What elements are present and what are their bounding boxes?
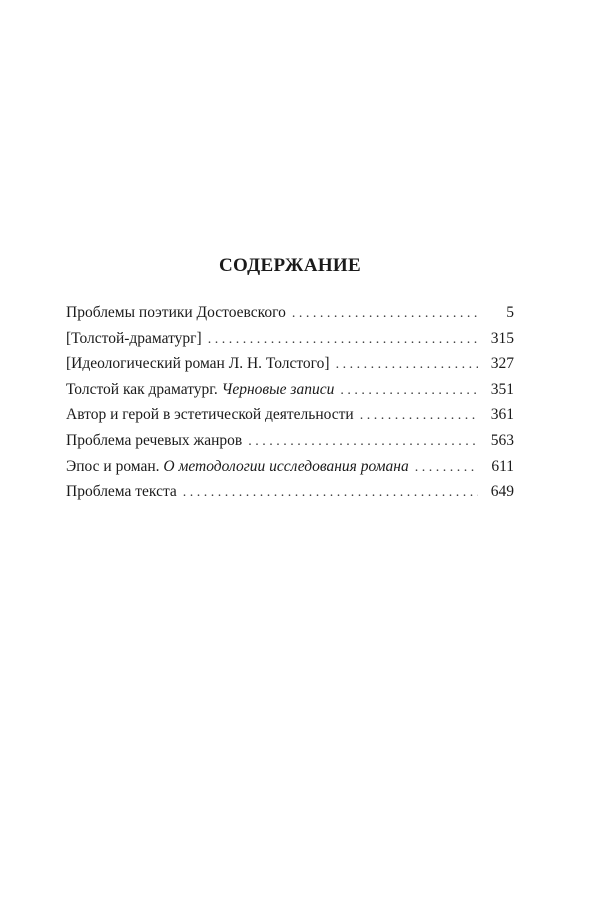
dot-leader bbox=[292, 301, 478, 327]
toc-entry-page: 327 bbox=[490, 355, 514, 373]
toc-entry-title bbox=[66, 300, 286, 326]
toc-entry-title bbox=[66, 402, 354, 428]
toc-entry-page: 563 bbox=[490, 431, 514, 449]
toc-entry-page: 361 bbox=[490, 406, 514, 424]
toc-entry-title bbox=[66, 326, 202, 352]
toc-entry-main-title: [Идеологический роман Л. Н. Толстого] bbox=[66, 355, 330, 373]
toc-entry-main-title: Проблема речевых жанров bbox=[66, 431, 243, 449]
toc-entry-page: 351 bbox=[490, 380, 514, 398]
toc-entry[interactable] bbox=[66, 351, 514, 377]
toc-entry-title bbox=[66, 351, 330, 377]
toc-entry[interactable] bbox=[66, 326, 514, 352]
toc-entry[interactable] bbox=[66, 300, 514, 326]
toc-entry[interactable] bbox=[66, 479, 514, 505]
toc-entry-subtitle: Черновые записи bbox=[221, 380, 335, 398]
dot-leader bbox=[336, 352, 478, 378]
toc-heading: СОДЕРЖАНИЕ bbox=[219, 255, 361, 276]
toc-entry[interactable] bbox=[66, 454, 514, 480]
toc-entry-page: 649 bbox=[490, 483, 514, 501]
dot-leader bbox=[340, 378, 478, 404]
toc-entry-main-title: Проблема текста bbox=[66, 483, 177, 501]
toc-entry-title bbox=[66, 454, 409, 480]
toc-entry-main-title: Эпос и роман. bbox=[66, 457, 160, 475]
toc-entry-main-title: Автор и герой в эстетической деятельности bbox=[66, 406, 354, 424]
toc-entry-page: 5 bbox=[506, 304, 514, 321]
toc-entry-subtitle: О методологии исследования романа bbox=[163, 457, 409, 475]
toc-entry-title bbox=[66, 428, 242, 454]
dot-leader bbox=[183, 480, 478, 506]
toc-entry-page: 315 bbox=[490, 329, 514, 347]
toc-entry-title bbox=[66, 479, 177, 505]
toc-entry[interactable] bbox=[66, 402, 514, 428]
toc-entry-title bbox=[66, 377, 334, 403]
toc-entry-main-title: Проблемы поэтики Достоевского bbox=[66, 304, 286, 321]
dot-leader bbox=[208, 327, 478, 353]
toc-entry[interactable] bbox=[66, 428, 514, 454]
toc-entry-main-title: [Толстой-драматург] bbox=[66, 329, 202, 347]
dot-leader bbox=[248, 429, 478, 455]
toc-entry-main-title: Толстой как драматург. bbox=[66, 380, 218, 398]
table-of-contents bbox=[66, 254, 514, 505]
toc-entry[interactable] bbox=[66, 377, 514, 403]
dot-leader bbox=[360, 403, 478, 429]
dot-leader bbox=[415, 455, 478, 481]
toc-entry-page: 611 bbox=[491, 457, 514, 475]
